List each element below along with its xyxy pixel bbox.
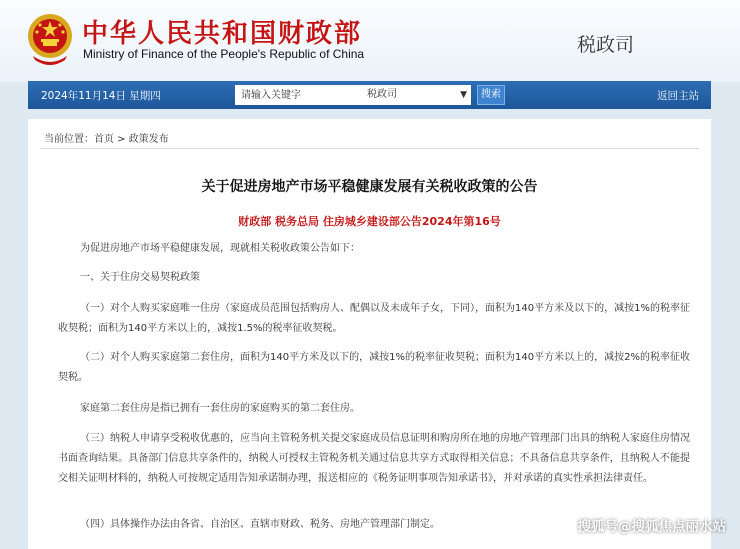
site-title: 中华人民共和国财政部 xyxy=(82,19,363,49)
article-paragraph: （四）具体操作办法由各省、自治区、直辖市财政、税务、房地产管理部门制定。 xyxy=(80,519,440,530)
article-paragraph: 一、关于住房交易契税政策 xyxy=(80,272,200,283)
article-paragraph: （二）对个人购买家庭第二套住房，面积为140平方米及以下的，减按1%的税率征收契税；面积为140平方米以上的，减按2%的税率征收契税。 xyxy=(58,352,690,383)
breadcrumb-separator: > xyxy=(114,134,129,145)
article-issuer: 财政部 税务总局 住房城乡建设部公告2024年第16号 xyxy=(238,215,501,228)
chevron-down-icon: ▼ xyxy=(460,90,467,100)
breadcrumb-section-link[interactable]: 政策发布 xyxy=(128,134,169,145)
search-button[interactable]: 搜索 xyxy=(477,85,505,105)
top-navbar xyxy=(28,81,711,109)
article-paragraph: （一）对个人购买家庭唯一住房（家庭成员范围包括购房人、配偶以及未成年子女，下同），面积为140平方米及以下的，减按1%的税率征收契税；面积为140平方米以上的，减按1.5%的税率征收契税。 xyxy=(58,303,690,334)
return-home-link[interactable]: 返回主站 xyxy=(657,90,699,102)
breadcrumb xyxy=(44,130,169,145)
article-title: 关于促进房地产市场平稳健康发展有关税收政策的公告 xyxy=(201,179,538,195)
site-title-english: Ministry of Finance of the People's Republic of China xyxy=(83,47,365,61)
department-name: 税政司 xyxy=(577,34,635,56)
site-header xyxy=(0,0,740,82)
watermark: 搜狐号@搜狐焦点丽水站 xyxy=(577,519,726,535)
search-scope-select[interactable] xyxy=(361,85,471,105)
current-date: 2024年11月14日 星期四 xyxy=(41,90,161,102)
article-paragraph: （三）纳税人申请享受税收优惠的，应当向主管税务机关提交家庭成员信息证明和购房所在地的房地产管理部门出具的纳税人家庭住房情况书面查询结果。具备部门信息共享条件的，纳税人可授权主管税务机关通过信息共享方式取得相关信息；不具备信息共享条件，且纳税人不能提交相关证明材料的，纳税人可按规定适用告知承诺制办理，报送相应的《税务证明事项告知承诺书》，并对承诺的真实性承担法律责任。 xyxy=(58,433,690,484)
article-paragraph: 家庭第二套住房是指已拥有一套住房的家庭购买的第二套住房。 xyxy=(80,403,360,414)
divider xyxy=(40,148,699,149)
search-input[interactable] xyxy=(235,85,375,105)
article-paragraph: 为促进房地产市场平稳健康发展，现就相关税收政策公告如下： xyxy=(80,243,360,254)
national-emblem-icon xyxy=(27,12,73,66)
breadcrumb-home-link[interactable]: 首页 xyxy=(94,134,114,145)
article-panel xyxy=(28,119,711,549)
breadcrumb-prefix: 当前位置： xyxy=(44,134,94,145)
search-scope-value: 税政司 xyxy=(367,89,397,100)
